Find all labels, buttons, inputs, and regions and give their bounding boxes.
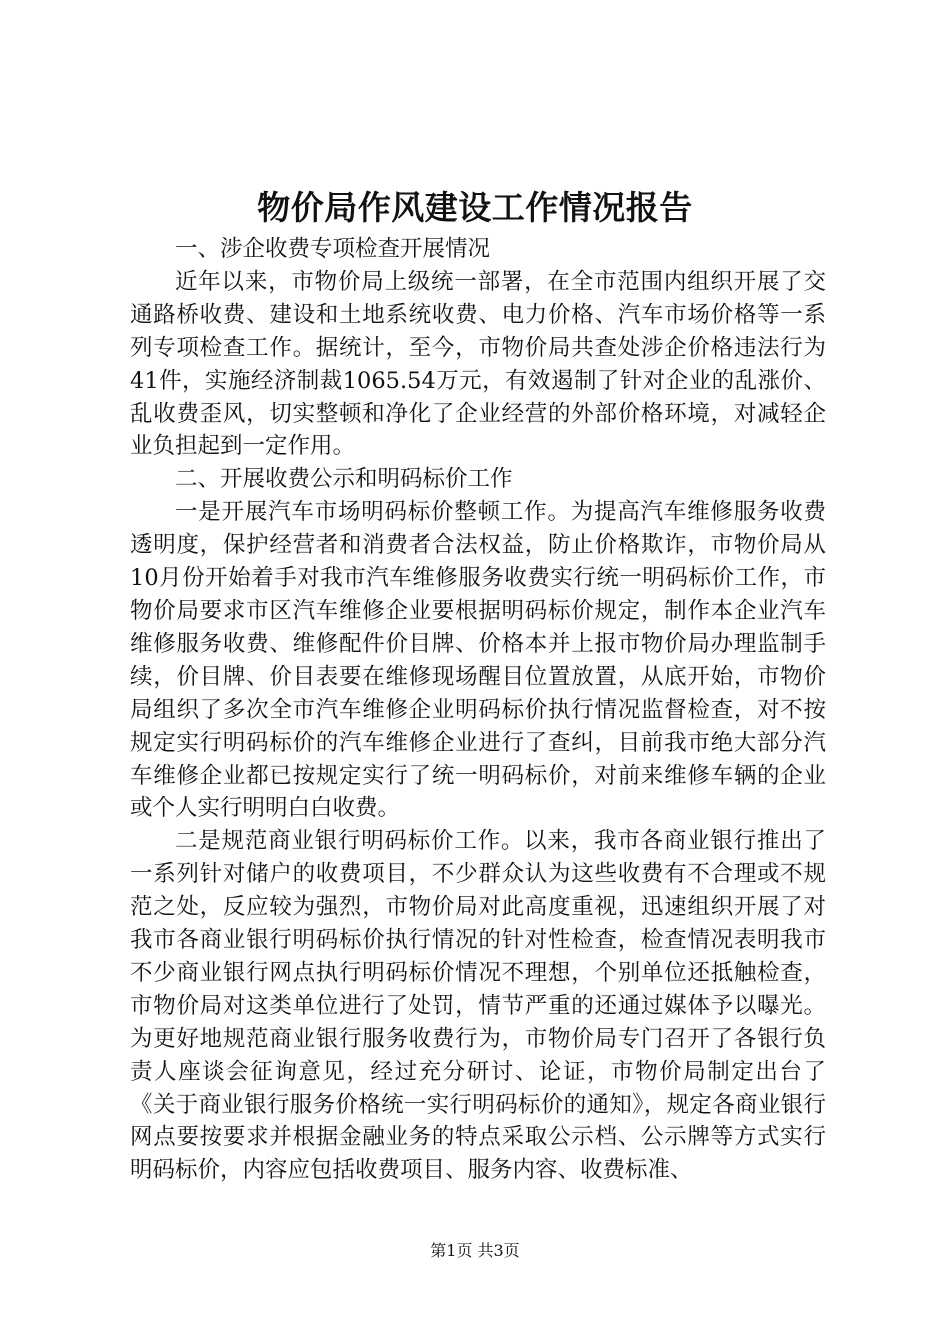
body-paragraph: 一是开展汽车市场明码标价整顿工作。为提高汽车维修服务收费透明度，保护经营者和消费者合法权益，防止价格欺诈，市物价局从10月份开始着手对我市汽车维修服务收费实行统一明码标价工作，市物价局要求市区汽车维修企业要根据明码标价规定，制作本企业汽车维修服务收费、维修配件价目牌、价格本并上报市物价局办理监制手续，价目牌、价目表要在维修现场醒目位置放置，从底开始，市物价局组织了多次全市汽车维修企业明码标价执行情况监督检查，对不按规定实行明码标价的汽车维修企业进行了查纠，目前我市绝大部分汽车维修企业都已按规定实行了统一明码标价，对前来维修车辆的企业或个人实行明明白白收费。 xyxy=(130,499,826,822)
body-paragraph: 二是规范商业银行明码标价工作。以来，我市各商业银行推出了一系列针对储户的收费项目，不少群众认为这些收费有不合理或不规范之处，反应较为强烈，市物价局对此高度重视，迅速组织开展了对我市各商业银行明码标价执行情况的针对性检查，检查情况表明我市不少商业银行网点执行明码标价情况不理想，个别单位还抵触检查，市物价局对这类单位进行了处罚，情节严重的还通过媒体予以曝光。为更好地规范商业银行服务收费行为，市物价局专门召开了各银行负责人座谈会征询意见，经过充分研讨、论证，市物价局制定出台了《关于商业银行服务价格统一实行明码标价的通知》，规定各商业银行网点要按要求并根据金融业务的特点采取公示档、公示牌等方式实行明码标价，内容应包括收费项目、服务内容、收费标准、 xyxy=(130,828,826,1184)
section-heading: 二、开展收费公示和明码标价工作 xyxy=(175,466,513,493)
document-body xyxy=(130,233,826,1187)
section-heading: 一、涉企收费专项检查开展情况 xyxy=(175,236,491,262)
page-footer: 第1页 共3页 xyxy=(430,1241,520,1260)
body-paragraph: 近年以来，市物价局上级统一部署，在全市范围内组织开展了交通路桥收费、建设和土地系统收费、电力价格、汽车市场价格等一系列专项检查工作。据统计，至今，市物价局共查处涉企价格违法行为41件，实施经济制裁1065.54万元，有效遏制了针对企业的乱涨价、乱收费歪风，切实整顿和净化了企业经营的外部价格环境，对减轻企业负担起到一定作用。 xyxy=(130,268,826,460)
document-title: 物价局作风建设工作情况报告 xyxy=(257,188,693,227)
